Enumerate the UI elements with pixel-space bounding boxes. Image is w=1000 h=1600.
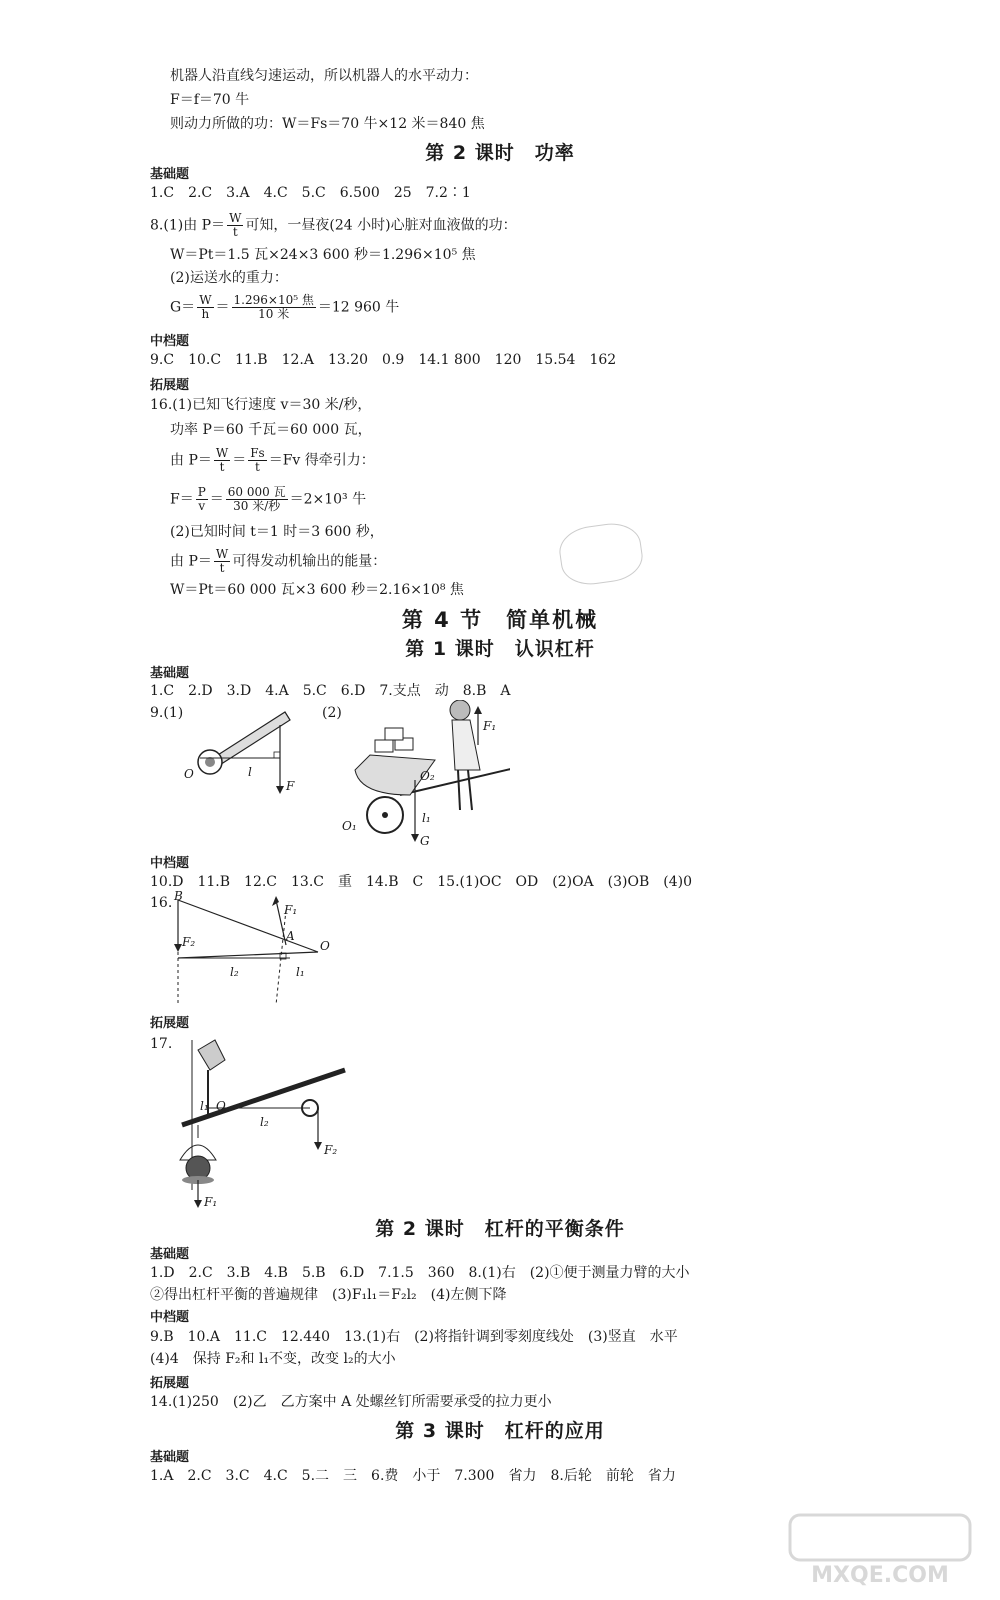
wrench-figure: [180, 700, 320, 800]
text: ＝Fv 得牵引力：: [268, 452, 375, 469]
category-label: 中档题: [150, 856, 190, 871]
question-label: 9.(1): [150, 705, 184, 721]
answer-line: 1.C 2.D 3.D 4.A 5.C 6.D 7.支点 动 8.B A: [150, 683, 511, 699]
answer-line: W＝Pt＝1.5 瓦×24×3 600 秒＝1.296×10⁵ 焦: [170, 247, 476, 263]
text: 由 P＝: [170, 553, 212, 570]
text: 8.(1)由 P＝: [150, 217, 226, 234]
label-l2: l₂: [230, 965, 239, 979]
answer-line: 9.B 10.A 11.C 12.440 13.(1)右 (2)将指针调到零刻度线处 (3)竖直 水平: [150, 1329, 678, 1345]
label-F2: F₂: [182, 935, 196, 949]
text: 可得发动机输出的能量：: [232, 553, 387, 570]
category-label: 拓展题: [150, 1016, 190, 1031]
text: 可知，一昼夜(24 小时)心脏对血液做的功：: [245, 217, 517, 234]
text: ＝: [232, 452, 247, 469]
watermark-text: MXQE.COM: [811, 1563, 949, 1588]
category-label: 基础题: [150, 666, 190, 681]
section-heading: 第 4 节 简单机械: [401, 608, 599, 632]
label-O2: O₂: [420, 769, 435, 783]
lesson-title: 第 2 课时 杠杆的平衡条件: [375, 1218, 625, 1240]
category-label: 拓展题: [150, 378, 190, 393]
label-F1: F₁: [204, 1195, 218, 1209]
lesson-title: 第 1 课时 认识杠杆: [405, 638, 595, 660]
category-label: 中档题: [150, 334, 190, 349]
category-label: 基础题: [150, 1247, 190, 1262]
answer-line: 1.C 2.C 3.A 4.C 5.C 6.500 25 7.2∶1: [150, 185, 471, 201]
label-F1: F₁: [483, 719, 497, 733]
fraction: $\frac{\text{1.296×10⁵ 焦}}{\text{10 米}}$: [233, 293, 314, 321]
answer-line: 功率 P＝60 千瓦＝60 000 瓦，: [170, 422, 372, 438]
watermark-logo: [780, 1510, 980, 1590]
question-label: (2): [322, 705, 342, 721]
lever-figure-17: [170, 1030, 360, 1210]
answer-line: 9.C 10.C 11.B 12.A 13.20 0.9 14.1 800 120 15.54 162: [150, 352, 617, 368]
category-label: 基础题: [150, 1450, 190, 1465]
answer-line: W＝Pt＝60 000 瓦×3 600 秒＝2.16×10⁸ 焦: [170, 582, 464, 598]
label-l: l: [248, 765, 252, 779]
label-A: A: [286, 929, 295, 943]
label-F: F: [286, 779, 295, 793]
question-label: 17.: [150, 1036, 173, 1052]
fraction: $\frac{P}{v}$: [197, 485, 206, 513]
label-F2: F₂: [324, 1143, 338, 1157]
answer-line: [150, 212, 517, 239]
text: F＝: [170, 491, 194, 508]
label-O: O: [216, 1099, 226, 1113]
fraction: $\frac{W}{t}$: [229, 211, 242, 239]
fraction: $\frac{W}{h}$: [199, 293, 212, 321]
answer-line: (2)已知时间 t＝1 时＝3 600 秒，: [170, 524, 384, 540]
label-l1: l₁: [296, 965, 305, 979]
answer-line: (2)运送水的重力：: [170, 270, 288, 286]
text-line: 则动力所做的功：W＝Fs＝70 牛×12 米＝840 焦: [170, 116, 485, 132]
fraction: $\frac{\text{60 000 瓦}}{\text{30 米/秒}}$: [227, 485, 286, 513]
text: ＝: [209, 491, 224, 508]
fraction: $\frac{Fs}{t}$: [250, 446, 265, 474]
answer-line: 16.(1)已知飞行速度 v＝30 米/秒，: [150, 397, 372, 413]
label-l2: l₂: [260, 1115, 269, 1129]
text: ＝12 960 牛: [317, 299, 400, 316]
answer-line: [170, 486, 366, 513]
text: 由 P＝: [170, 452, 212, 469]
label-G: G: [420, 834, 430, 848]
label-F1: F₁: [284, 903, 298, 917]
stamp-image: [556, 520, 645, 589]
wheelbarrow-figure: [340, 700, 510, 850]
answer-line: [170, 447, 375, 474]
answer-line: [170, 294, 399, 321]
lever-figure-16: [168, 890, 348, 1010]
lesson-title: 第 3 课时 杠杆的应用: [395, 1420, 605, 1442]
fraction: $\frac{W}{t}$: [215, 446, 229, 474]
answer-line: [170, 548, 386, 575]
answer-line: 10.D 11.B 12.C 13.C 重 14.B C 15.(1)OC OD (2)OA (3)OB (4)0: [150, 874, 693, 890]
section-title: 第 2 课时 功率: [425, 142, 575, 164]
category-label: 基础题: [150, 167, 190, 182]
fraction: $\frac{W}{t}$: [215, 547, 229, 575]
text: ＝: [215, 299, 230, 316]
answer-line: 14.(1)250 (2)乙 乙方案中 A 处螺丝钉所需要承受的拉力更小: [150, 1394, 552, 1410]
label-O1: O₁: [342, 819, 357, 833]
text-line: 机器人沿直线匀速运动，所以机器人的水平动力：: [170, 68, 478, 84]
answer-line: ②得出杠杆平衡的普遍规律 (3)F₁l₁＝F₂l₂ (4)左侧下降: [150, 1287, 507, 1303]
question-label: 16.: [150, 895, 173, 911]
text: G＝: [170, 299, 196, 316]
text: ＝2×10³ 牛: [289, 491, 367, 508]
label-O: O: [184, 767, 194, 781]
answer-line: (4)4 保持 F₂和 l₁不变，改变 l₂的大小: [150, 1351, 396, 1367]
text-line: F＝f＝70 牛: [170, 92, 250, 108]
label-B: B: [174, 890, 183, 903]
label-l1: l₁: [422, 811, 431, 825]
answer-line: 1.A 2.C 3.C 4.C 5.二 三 6.费 小于 7.300 省力 8.后轮 前轮 省力: [150, 1468, 676, 1484]
category-label: 拓展题: [150, 1376, 190, 1391]
label-O: O: [320, 939, 330, 953]
label-l1: l₁: [200, 1099, 209, 1113]
category-label: 中档题: [150, 1310, 190, 1325]
answer-line: 1.D 2.C 3.B 4.B 5.B 6.D 7.1.5 360 8.(1)右 (2)①便于测量力臂的大小: [150, 1265, 690, 1281]
